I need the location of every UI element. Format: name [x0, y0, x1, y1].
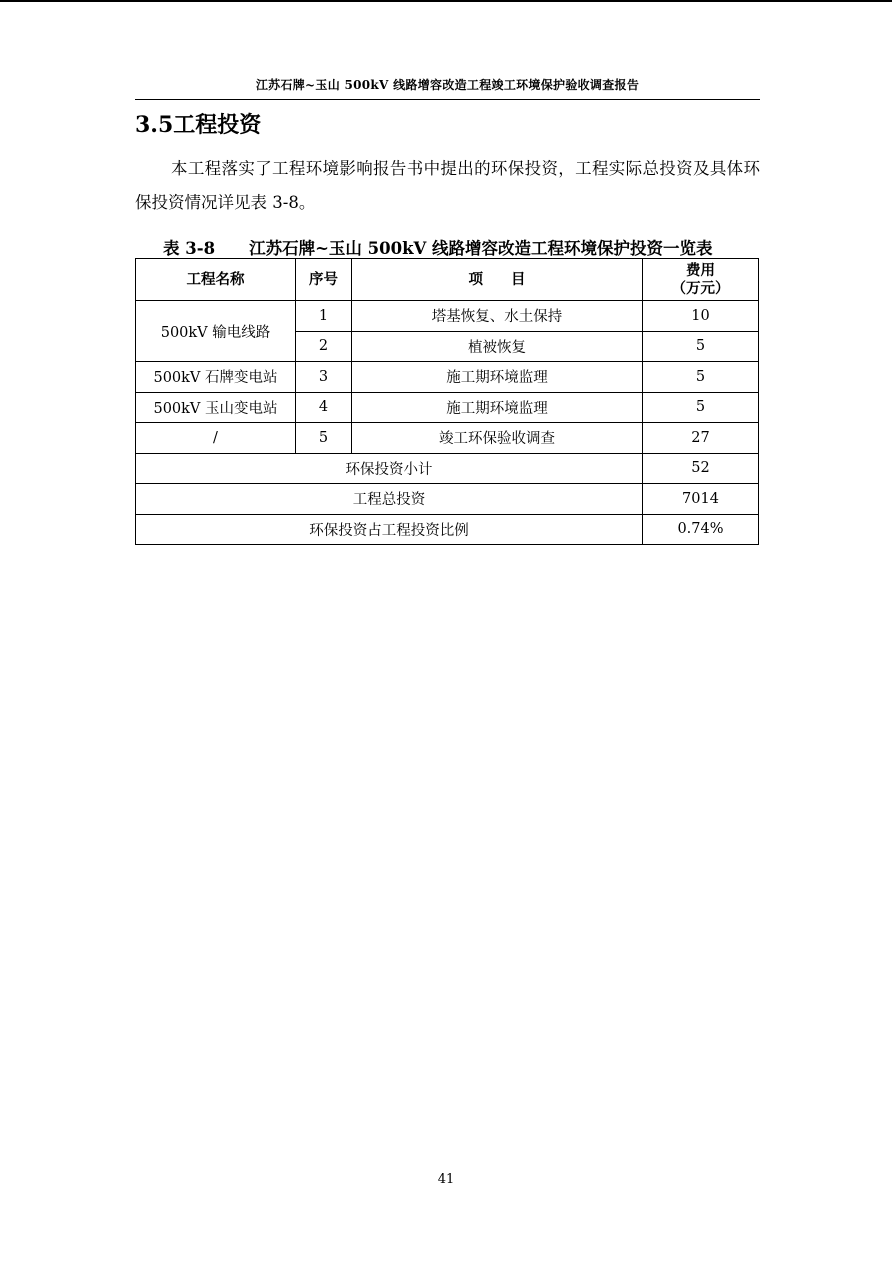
table-caption — [135, 235, 760, 259]
cell-cost: 27 — [643, 423, 759, 454]
cell-project-name: 500kV 玉山变电站 — [136, 392, 296, 423]
table-row — [136, 362, 759, 393]
header-item-label: 项目 — [468, 270, 554, 288]
cell-seq: 4 — [296, 392, 352, 423]
cell-seq: 1 — [296, 301, 352, 332]
header-seq: 序号 — [296, 259, 352, 301]
table-row — [136, 301, 759, 332]
body-paragraph: 本工程落实了工程环境影响报告书中提出的环保投资，工程实际总投资及具体环保投资情况详见表 3-8。 — [135, 159, 760, 212]
table-row — [136, 392, 759, 423]
section-title: 3.5工程投资 — [135, 112, 262, 138]
header-project-name: 工程名称 — [136, 259, 296, 301]
table-header-row — [136, 259, 759, 301]
header-rule — [135, 99, 760, 100]
cell-item: 塔基恢复、水土保持 — [352, 301, 643, 332]
cell-seq: 3 — [296, 362, 352, 393]
cell-project-name: 500kV 石牌变电站 — [136, 362, 296, 393]
cell-cost: 5 — [643, 362, 759, 393]
page-number: 41 — [437, 1172, 455, 1187]
cell-item: 竣工环保验收调查 — [352, 423, 643, 454]
summary-value: 7014 — [643, 484, 759, 515]
table-caption-number: 表 3-8 — [163, 239, 216, 258]
summary-value: 0.74% — [643, 514, 759, 545]
summary-row — [136, 514, 759, 545]
summary-label: 环保投资占工程投资比例 — [136, 514, 643, 545]
cell-project-name: 500kV 输电线路 — [136, 301, 296, 362]
cell-item: 施工期环境监理 — [352, 392, 643, 423]
cell-project-name: / — [136, 423, 296, 454]
running-header: 江苏石牌~玉山 500kV 线路增容改造工程竣工环境保护验收调查报告 — [255, 78, 640, 92]
summary-row — [136, 453, 759, 484]
cell-seq: 2 — [296, 331, 352, 362]
header-cost — [643, 259, 759, 301]
cell-seq: 5 — [296, 423, 352, 454]
header-cost-line2: （万元） — [671, 279, 730, 297]
cell-item: 植被恢复 — [352, 331, 643, 362]
table-row — [136, 423, 759, 454]
summary-label: 环保投资小计 — [136, 453, 643, 484]
cell-cost: 5 — [643, 392, 759, 423]
header-cost-line1: 费用 — [686, 261, 715, 279]
summary-label: 工程总投资 — [136, 484, 643, 515]
page-top-border — [0, 0, 892, 2]
investment-table — [135, 258, 759, 545]
table-caption-title: 江苏石牌~玉山 500kV 线路增容改造工程环境保护投资一览表 — [249, 239, 713, 258]
cell-item: 施工期环境监理 — [352, 362, 643, 393]
cell-cost: 5 — [643, 331, 759, 362]
header-item — [352, 259, 643, 301]
summary-row — [136, 484, 759, 515]
cell-cost: 10 — [643, 301, 759, 332]
summary-value: 52 — [643, 453, 759, 484]
